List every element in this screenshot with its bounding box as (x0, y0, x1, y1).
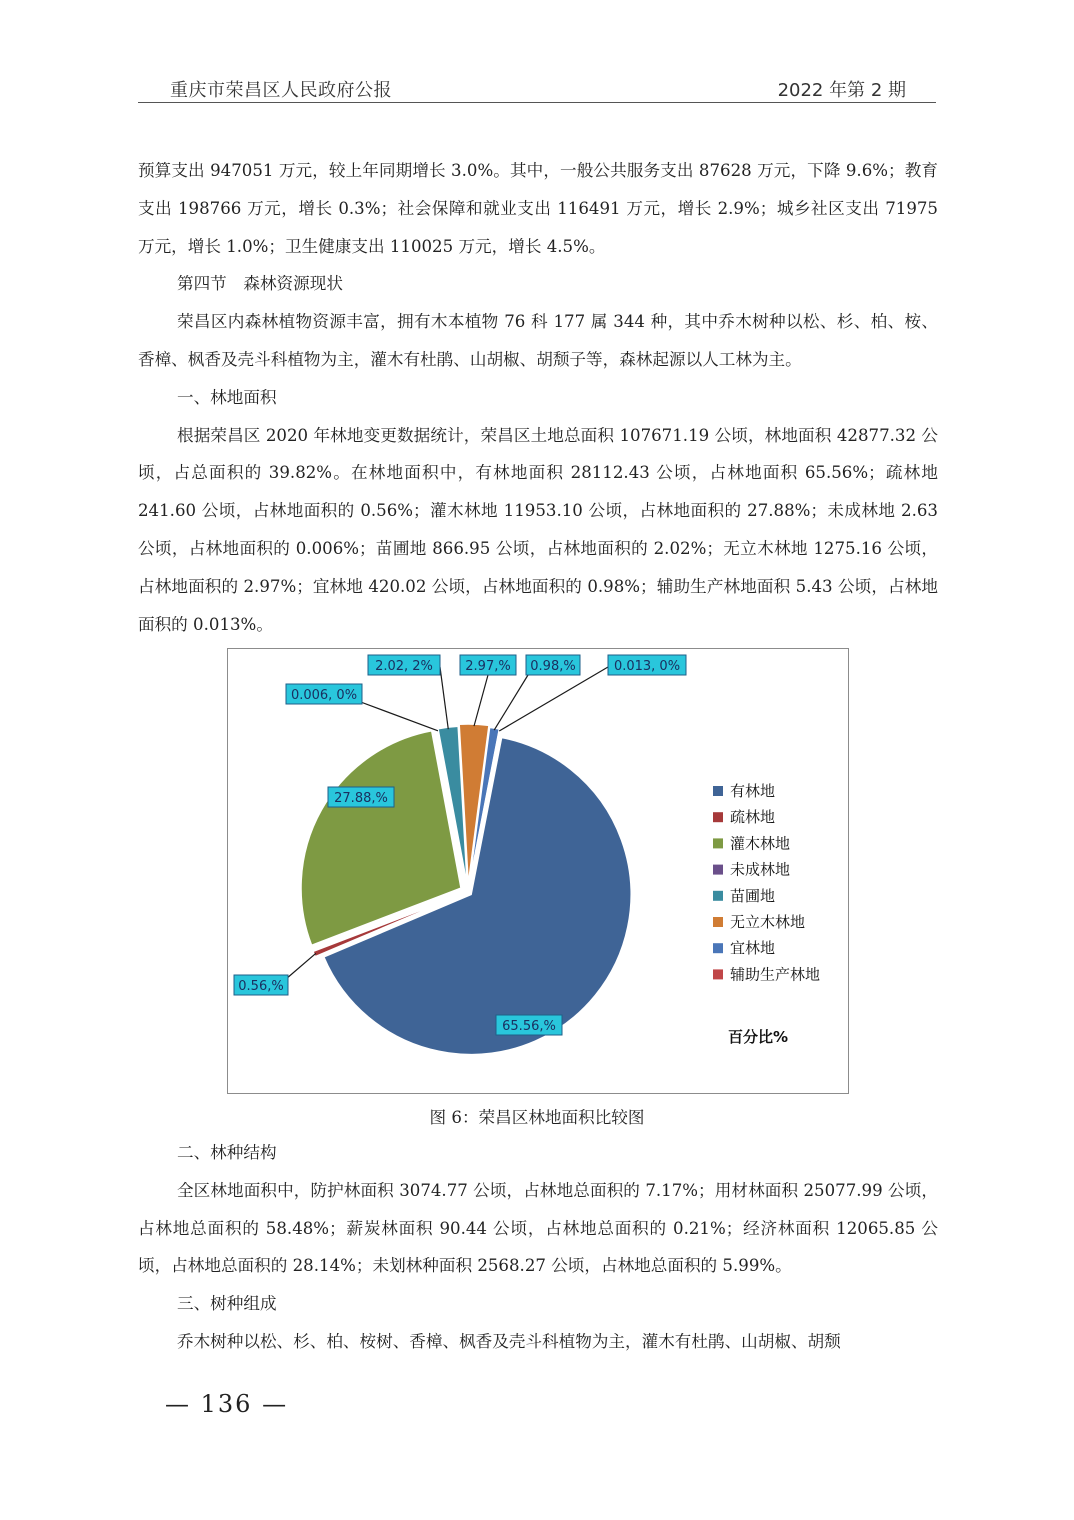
figure-caption: 图 6：荣昌区林地面积比较图 (429, 1108, 645, 1127)
legend-label: 灌木林地 (730, 834, 791, 853)
data-label-text: 27.88,% (334, 791, 388, 806)
data-label (526, 655, 580, 675)
leader-line (494, 675, 528, 730)
legend-label: 有林地 (730, 782, 776, 800)
paragraph: 荣昌区内森林植物资源丰富，拥有木本植物 76 科 177 属 344 种，其中乔木树种以松、杉、柏、桉、香樟、枫香及壳斗科植物为主，灌木有杜鹃、山胡椒、胡颓子等，森林起源以人工林为主。 (138, 312, 938, 369)
leader-line (474, 675, 488, 726)
subsection-heading: 一、林地面积 (177, 387, 277, 407)
legend-swatch (713, 891, 723, 901)
pie-chart (227, 648, 849, 1094)
legend-swatch (713, 917, 723, 927)
legend-label: 苗圃地 (730, 886, 776, 905)
pie-chart-svg (228, 649, 848, 1093)
data-label (286, 684, 362, 704)
legend-swatch (713, 786, 723, 796)
leader-line (286, 953, 316, 979)
paragraph: 全区林地面积中，防护林面积 3074.77 公顷，占林地总面积的 7.17%；用材林面积 25077.99 公顷，占林地总面积的 58.48%；薪炭林面积 90.44 公顷，占林地总面积的 0.21%；经济林面积 12065.85 公顷，占林地总面积的 28.14%；未划林种面积 2568.27 公顷，占林地总面积的 5.99%。 (138, 1180, 938, 1276)
data-label (460, 655, 516, 675)
legend-swatch (713, 865, 723, 875)
data-label-text: 0.98,% (530, 659, 576, 674)
header-title: 重庆市荣昌区人民政府公报 (170, 80, 392, 101)
paragraph: 乔木树种以松、杉、柏、桉树、香樟、枫香及壳斗科植物为主，灌木有杜鹃、山胡椒、胡颓 (177, 1331, 841, 1351)
header-rule (138, 102, 936, 103)
data-label-text: 0.013, 0% (613, 659, 681, 674)
data-label (328, 787, 394, 807)
legend-swatch (713, 812, 723, 822)
data-label-text: 2.97,% (465, 659, 511, 674)
body-text-top (138, 152, 938, 643)
data-label-text: 0.006, 0% (290, 688, 358, 703)
section-heading: 第四节 森林资源现状 (177, 274, 343, 294)
legend-label: 辅助生产林地 (730, 965, 821, 984)
data-label (368, 655, 440, 675)
subsection-heading: 二、林种结构 (177, 1143, 277, 1162)
data-label-text: 65.56,% (502, 1019, 556, 1034)
data-label (496, 1015, 562, 1035)
data-label-text: 2.02, 2% (375, 659, 433, 674)
body-text-bottom (138, 1134, 938, 1361)
header-issue: 2022 年第 2 期 (777, 80, 906, 101)
legend-swatch (713, 969, 723, 979)
page-number: — 136 — (165, 1390, 289, 1418)
subsection-heading: 三、树种组成 (177, 1294, 277, 1314)
paragraph: 根据荣昌区 2020 年林地变更数据统计，荣昌区土地总面积 107671.19 公顷，林地面积 42877.32 公顷，占总面积的 39.82%。在林地面积中，有林地面积 28112.43 公顷，占林地面积 65.56%；疏林地 241.60 公顷，占林地面积的 0.56%；灌木林地 11953.10 公顷，占林地面积的 27.88%；未成林地 2.63 公顷，占林地面积的 0.006%；苗圃地 866.95 公顷，占林地面积的 2.02%；无立木林地 1275.16 公顷，占林地面积的 2.97%；宜林地 420.02 公顷，占林地面积的 0.98%；辅助生产林地面积 5.43 公顷，占林地面积的 0.013%。 (138, 425, 938, 634)
legend-label: 未成林地 (730, 860, 791, 879)
legend-label: 无立木林地 (730, 913, 806, 931)
legend-label: 宜林地 (730, 939, 776, 958)
data-label (608, 655, 686, 675)
legend-swatch (713, 838, 723, 848)
leader-line (499, 667, 608, 731)
data-label-text: 0.56,% (238, 979, 284, 994)
data-label (234, 975, 288, 995)
paragraph: 预算支出 947051 万元，较上年同期增长 3.0%。其中，一般公共服务支出 87628 万元，下降 9.6%；教育支出 198766 万元，增长 0.3%；社会保障和就业支出 116491 万元，增长 2.9%；城乡社区支出 71975 万元，增长 1.0%；卫生健康支出 110025 万元，增长 4.5%。 (138, 161, 938, 256)
legend-swatch (713, 943, 723, 953)
leader-line (440, 667, 448, 729)
legend-label: 疏林地 (730, 808, 776, 827)
leader-line (358, 701, 438, 731)
legend-title: 百分比% (728, 1028, 789, 1046)
